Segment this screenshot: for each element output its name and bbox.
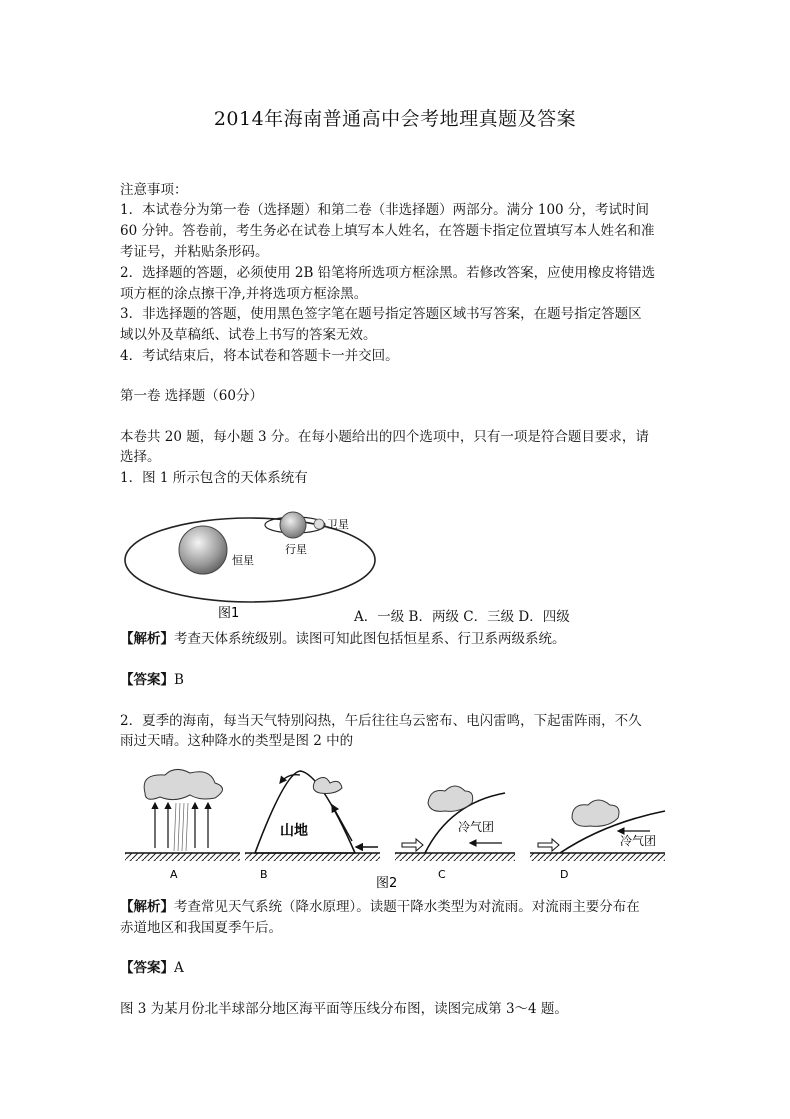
panel-label: B bbox=[260, 868, 268, 881]
panel-d bbox=[530, 800, 665, 881]
analysis-label: 【解析】 bbox=[120, 631, 174, 647]
notice-line: 2．选择题的答题，必须使用 2B 铅笔将所选项方框涂黑。若修改答案，应使用橡皮将错选 bbox=[120, 265, 656, 281]
figure-1 bbox=[120, 505, 380, 625]
panel-label: A bbox=[170, 868, 178, 881]
q2-analysis bbox=[120, 897, 640, 917]
answer-label: 【答案】 bbox=[120, 960, 174, 976]
panel-a bbox=[125, 769, 240, 881]
notice-line: 1．本试卷分为第一卷（选择题）和第二卷（非选择题）两部分。满分 100 分，考试时间 bbox=[120, 202, 649, 218]
notice-line: 考证号，并粘贴条形码。 bbox=[120, 244, 269, 260]
notice-heading: 注意事项： bbox=[120, 182, 188, 198]
answer-value: B bbox=[174, 672, 184, 688]
analysis-text: 考查常见天气系统（降水原理）。读题干降水类型为对流雨。对流雨主要分布在 bbox=[174, 899, 640, 915]
q1-answer bbox=[120, 670, 184, 690]
star bbox=[179, 526, 227, 574]
mountain-label: 山地 bbox=[280, 823, 308, 839]
section-intro: 本卷共 20 题，每小题 3 分。在每小题给出的四个选项中，只有一项是符合题目要求，请 bbox=[120, 429, 649, 445]
notice-line: 3．非选择题的答题，使用黑色签字笔在题号指定答题区域书写答案，在题号指定答题区 bbox=[120, 306, 642, 322]
satellite bbox=[314, 519, 324, 529]
notice-line: 60 分钟。答卷前，考生务必在试卷上填写本人姓名，在答题卡指定位置填写本人姓名和准 bbox=[120, 223, 655, 239]
notice-line: 项方框的涂点擦干净,并将选项方框涂黑。 bbox=[120, 286, 368, 302]
planet bbox=[280, 512, 306, 538]
figure-1-caption: 图1 bbox=[218, 606, 240, 621]
page-title: 2014年海南普通高中会考地理真题及答案 bbox=[213, 108, 577, 130]
panel-c bbox=[395, 786, 515, 881]
star-label: 恒星 bbox=[232, 554, 254, 567]
planet-label: 行星 bbox=[285, 543, 307, 556]
panel-label: C bbox=[438, 868, 446, 881]
q2-stem: 2．夏季的海南，每当天气特别闷热，午后往往乌云密布、电闪雷鸣，下起雷阵雨，不久 bbox=[120, 713, 642, 729]
notice-line: 域以外及草稿纸、试卷上书写的答案无效。 bbox=[120, 327, 377, 343]
answer-label: 【答案】 bbox=[120, 672, 174, 688]
analysis-text: 考查天体系统级别。读图可知此图包括恒星系、行卫系两级系统。 bbox=[174, 631, 566, 647]
q1-options: A．一级 B．两级 C．三级 D．四级 bbox=[354, 609, 570, 625]
section-intro: 选择。 bbox=[120, 449, 161, 465]
q1-stem: 1．图 1 所示包含的天体系统有 bbox=[120, 470, 308, 486]
cold-mass-label-d: 冷气团 bbox=[620, 834, 657, 848]
q2-answer bbox=[120, 958, 184, 978]
q2-stem: 雨过天晴。这种降水的类型是图 2 中的 bbox=[120, 733, 354, 749]
panel-b bbox=[245, 771, 380, 881]
q2-analysis-cont: 赤道地区和我国夏季午后。 bbox=[120, 920, 282, 936]
answer-value: A bbox=[174, 960, 184, 976]
analysis-label: 【解析】 bbox=[120, 899, 174, 915]
notice-line: 4．考试结束后，将本试卷和答题卡一并交回。 bbox=[120, 348, 399, 364]
figure-2 bbox=[120, 763, 670, 893]
satellite-label: 卫星 bbox=[327, 518, 349, 531]
cold-mass-label-c: 冷气团 bbox=[458, 820, 495, 834]
q3-intro: 图 3 为某月份北半球部分地区海平面等压线分布图，读图完成第 3～4 题。 bbox=[120, 1001, 568, 1017]
q1-analysis bbox=[120, 629, 566, 649]
section-heading: 第一卷 选择题（60分） bbox=[120, 388, 263, 404]
figure-2-caption: 图2 bbox=[376, 876, 398, 891]
panel-label: D bbox=[560, 868, 569, 881]
